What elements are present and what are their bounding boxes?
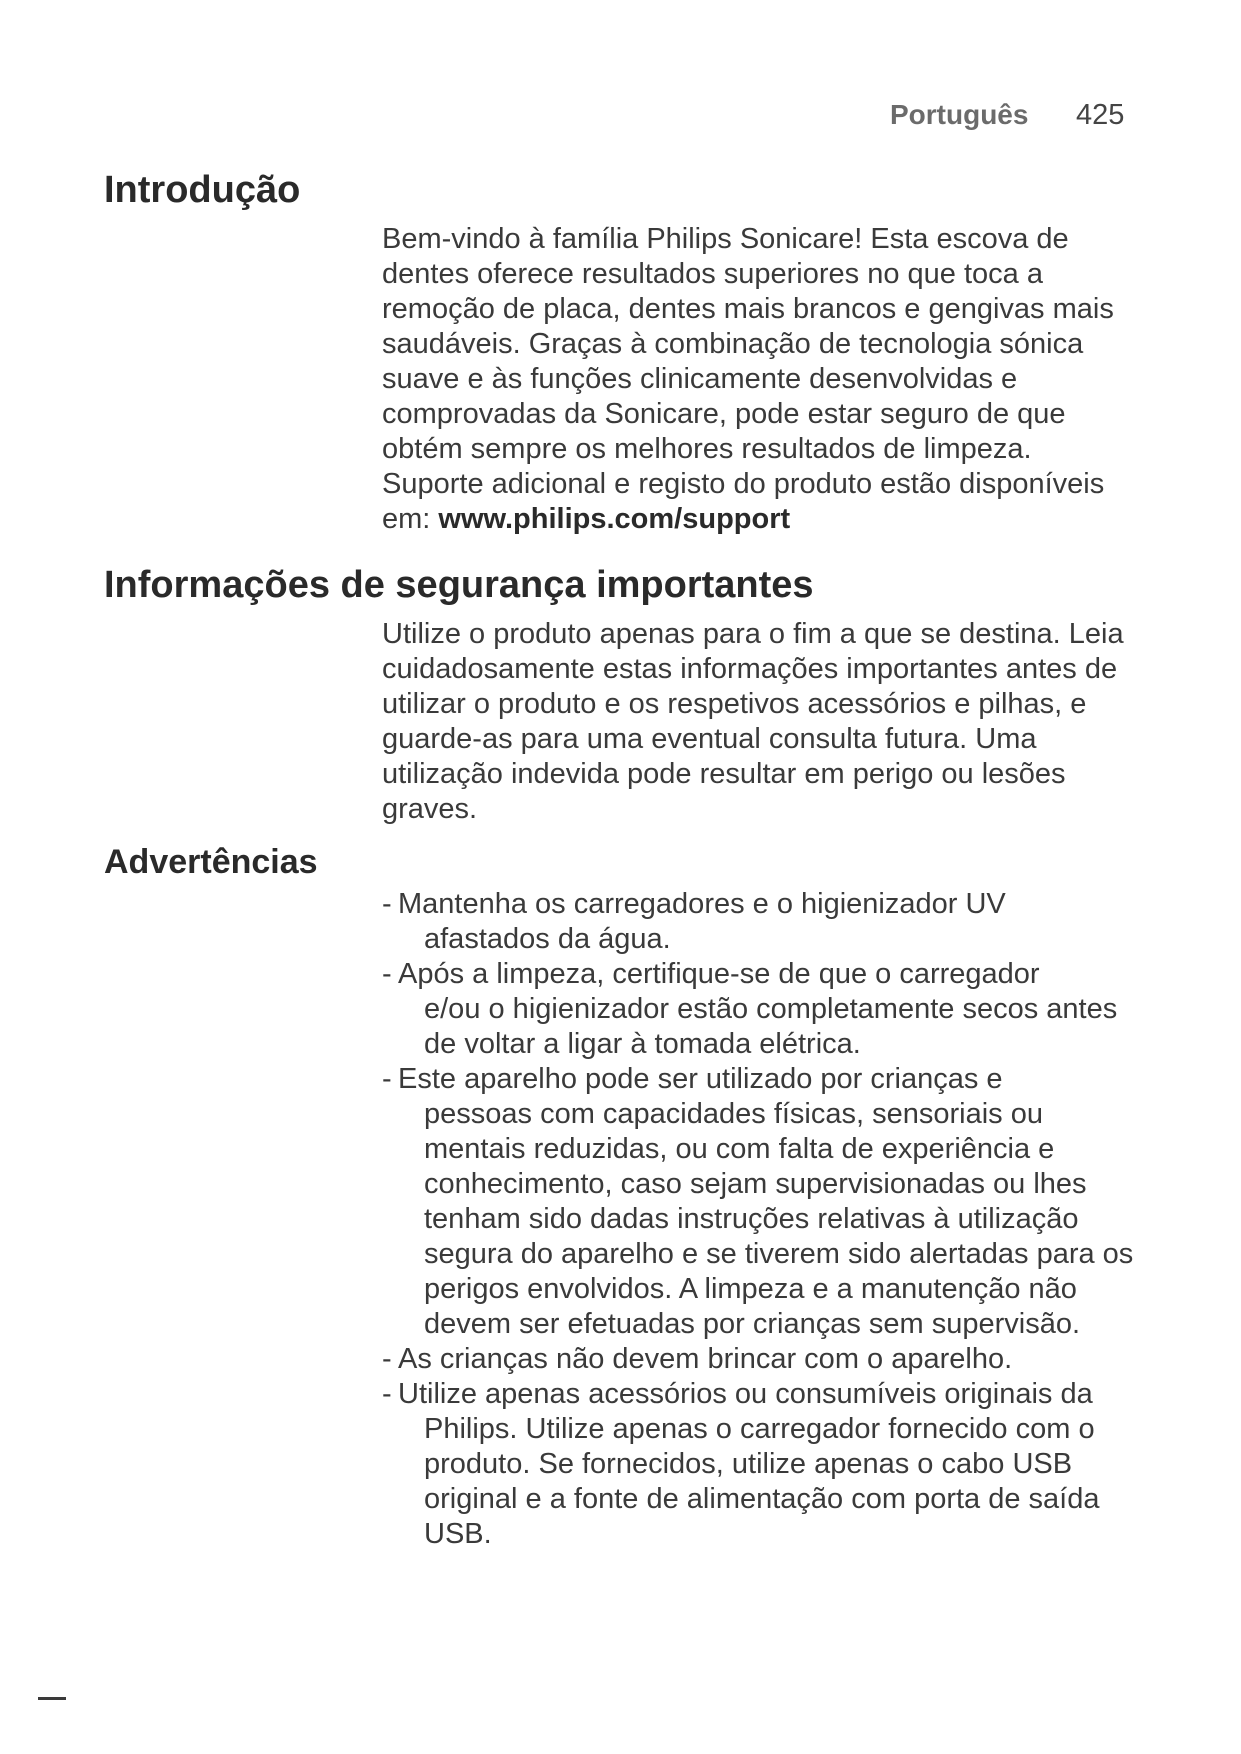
warning-line xyxy=(382,1062,1182,1097)
intro-line: remoção de placa, dentes mais brancos e gengivas mais xyxy=(382,293,1114,325)
warning-line: mentais reduzidas, ou com falta de experiência e xyxy=(424,1133,1055,1165)
bullet-dash: - xyxy=(382,958,392,990)
warning-text: As crianças não devem brincar com o aparelho. xyxy=(398,1343,1013,1375)
safety-line: utilização indevida pode resultar em perigo ou lesões xyxy=(382,758,1066,790)
bullet-dash: - xyxy=(382,1378,392,1410)
intro-line: saudáveis. Graças à combinação de tecnologia sónica xyxy=(382,328,1084,360)
warning-line: tenham sido dadas instruções relativas à utilização xyxy=(424,1203,1079,1235)
safety-line: graves. xyxy=(382,793,478,825)
warning-line: afastados da água. xyxy=(424,923,671,955)
safety-paragraph xyxy=(382,617,1182,827)
warnings-list xyxy=(382,887,1182,1552)
section-title-safety: Informações de segurança importantes xyxy=(104,564,814,606)
warning-text: Mantenha os carregadores e o higienizador UV xyxy=(398,888,1006,920)
intro-line: Suporte adicional e registo do produto estão disponíveis xyxy=(382,468,1105,500)
warning-line xyxy=(382,887,1182,922)
warning-line: segura do aparelho e se tiverem sido alertadas para os xyxy=(424,1238,1134,1270)
warning-line: e/ou o higienizador estão completamente secos antes xyxy=(424,993,1118,1025)
warning-item xyxy=(382,1342,1182,1377)
warning-item xyxy=(382,1062,1182,1342)
warning-line: perigos envolvidos. A limpeza e a manutenção não xyxy=(424,1273,1077,1305)
intro-line: obtém sempre os melhores resultados de limpeza. xyxy=(382,433,1032,465)
warning-item xyxy=(382,887,1182,957)
warning-item xyxy=(382,1377,1182,1552)
warning-line xyxy=(382,957,1182,992)
intro-line: comprovadas da Sonicare, pode estar seguro de que xyxy=(382,398,1066,430)
bullet-dash: - xyxy=(382,1343,392,1375)
warning-line: produto. Se fornecidos, utilize apenas o cabo USB xyxy=(424,1448,1073,1480)
intro-line: suave e às funções clinicamente desenvolvidas e xyxy=(382,363,1018,395)
warning-line: USB. xyxy=(424,1518,492,1550)
warning-line: conhecimento, caso sejam supervisionadas ou lhes xyxy=(424,1168,1087,1200)
print-crop-mark xyxy=(38,1697,66,1700)
page-number: 425 xyxy=(1076,99,1125,131)
bullet-dash: - xyxy=(382,1063,392,1095)
safety-line: utilizar o produto e os respetivos acessórios e pilhas, e xyxy=(382,688,1087,720)
warning-line xyxy=(382,1342,1182,1377)
warning-line: pessoas com capacidades físicas, sensoriais ou xyxy=(424,1098,1043,1130)
safety-line: guarde-as para uma eventual consulta futura. Uma xyxy=(382,723,1037,755)
warning-line: Philips. Utilize apenas o carregador fornecido com o xyxy=(424,1413,1095,1445)
support-link[interactable]: www.philips.com/support xyxy=(438,503,791,535)
warning-item xyxy=(382,957,1182,1062)
warning-line: de voltar a ligar à tomada elétrica. xyxy=(424,1028,861,1060)
warning-text: Este aparelho pode ser utilizado por crianças e xyxy=(398,1063,1003,1095)
link-prefix: em: xyxy=(382,503,439,535)
warning-text: Utilize apenas acessórios ou consumíveis originais da xyxy=(398,1378,1093,1410)
bullet-dash: - xyxy=(382,888,392,920)
section-title-intro: Introdução xyxy=(104,169,301,211)
running-header xyxy=(0,97,1241,133)
safety-line: cuidadosamente estas informações importantes antes de xyxy=(382,653,1118,685)
intro-link-line xyxy=(382,502,1182,537)
intro-line: Bem-vindo à família Philips Sonicare! Esta escova de xyxy=(382,223,1069,255)
safety-line: Utilize o produto apenas para o fim a que se destina. Leia xyxy=(382,618,1124,650)
warning-line: original e a fonte de alimentação com porta de saída xyxy=(424,1483,1100,1515)
warning-text: Após a limpeza, certifique-se de que o carregador xyxy=(398,958,1040,990)
section-title-warnings: Advertências xyxy=(104,843,318,881)
header-language: Português xyxy=(890,99,1029,130)
intro-paragraph xyxy=(382,222,1182,537)
warning-line xyxy=(382,1377,1182,1412)
intro-line: dentes oferece resultados superiores no que toca a xyxy=(382,258,1043,290)
warning-line: devem ser efetuadas por crianças sem supervisão. xyxy=(424,1308,1081,1340)
